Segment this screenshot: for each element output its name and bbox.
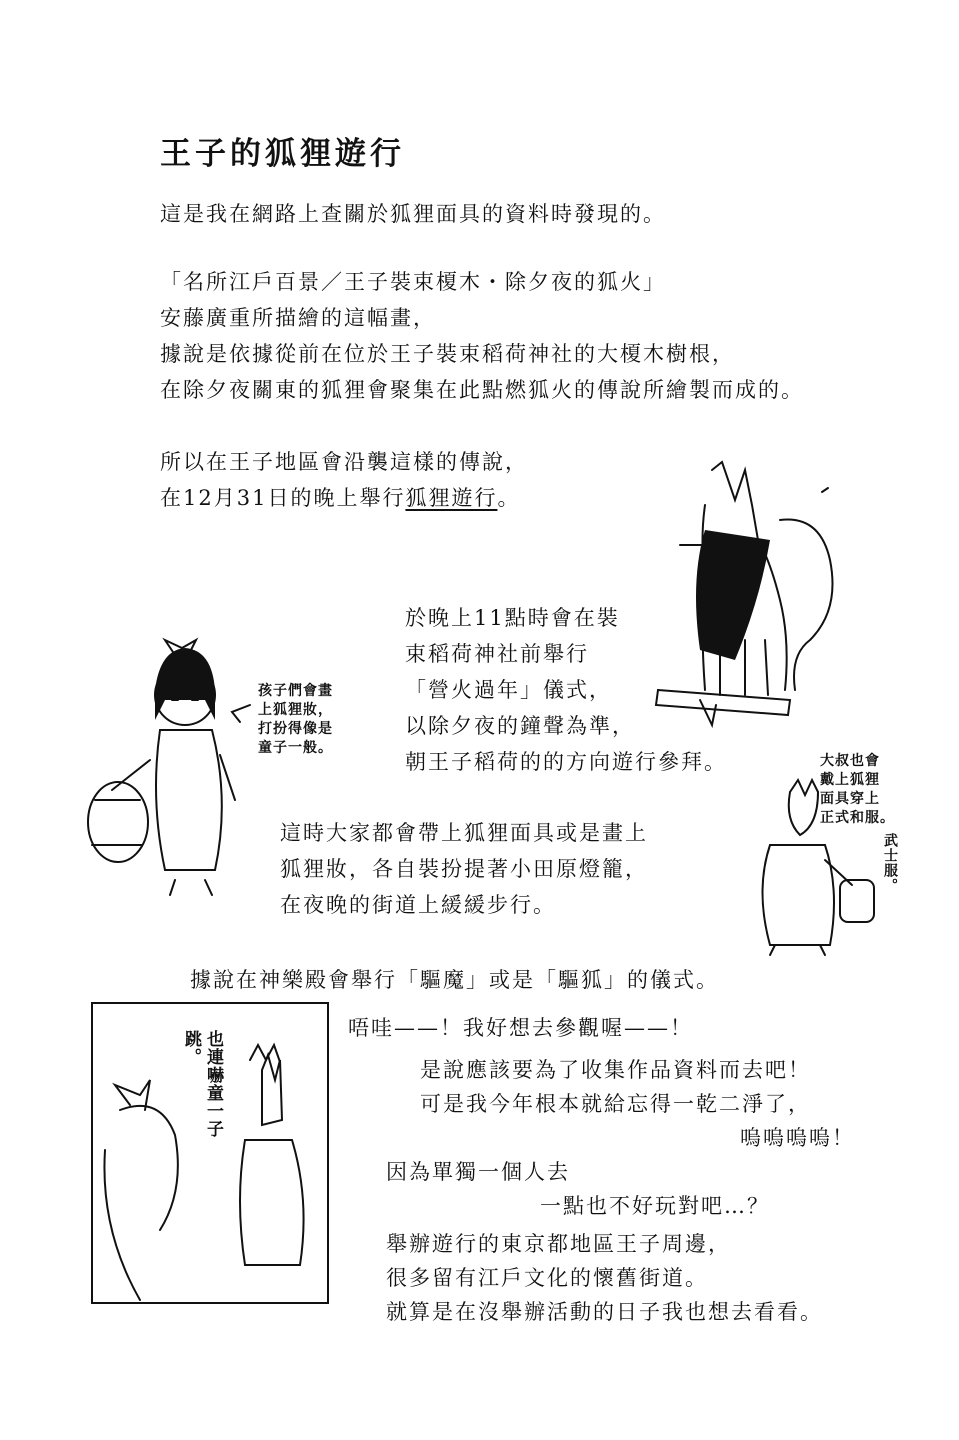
comic-line-area-1: 舉辦遊行的東京都地區王子周邊， bbox=[386, 1232, 731, 1256]
uncle-note-line-4: 正式和服。 bbox=[820, 810, 895, 826]
parade-line-2-suffix: 。 bbox=[497, 486, 521, 510]
comic-line-alone-2: 一點也不好玩對吧…？ bbox=[540, 1194, 770, 1218]
uncle-note-line-1: 大叔也會 bbox=[820, 753, 880, 769]
ceremony-line-2: 束稻荷神社前舉行 bbox=[405, 642, 589, 666]
comic-line-should-1: 是說應該要為了收集作品資料而去吧！ bbox=[420, 1058, 811, 1082]
fox-statue-illustration bbox=[656, 462, 833, 725]
painting-line-1: 「名所江戶百景／王子裝束榎木・除夕夜的狐火」 bbox=[160, 270, 666, 294]
painting-line-4: 在除夕夜關東的狐狸會聚集在此點燃狐火的傳說所繪製而成的。 bbox=[160, 378, 804, 402]
comic-line-should-2: 可是我今年根本就給忘得一乾二淨了， bbox=[420, 1092, 811, 1116]
ceremony-line-3: 「營火過年」儀式， bbox=[405, 678, 612, 702]
girl-hair-shape bbox=[155, 648, 215, 720]
parade-line-2 bbox=[160, 480, 520, 516]
comic-line-alone-1: 因為單獨一個人去 bbox=[386, 1160, 570, 1184]
masks-line-3: 在夜晚的街道上緩緩步行。 bbox=[280, 893, 556, 917]
comic-line-area-2: 很多留有江戶文化的懷舊街道。 bbox=[386, 1266, 708, 1290]
comic-line-cry: 嗚嗚嗚嗚！ bbox=[740, 1126, 855, 1150]
fox-bib-shape bbox=[696, 530, 770, 660]
exorcism-text: 據說在神樂殿會舉行「驅魔」或是「驅狐」的儀式。 bbox=[190, 968, 719, 992]
intro-text: 這是我在網路上查關於狐狸面具的資料時發現的。 bbox=[160, 202, 666, 226]
children-note-line-2: 上狐狸妝， bbox=[258, 702, 333, 718]
painting-line-3: 據說是依據從前在位於王子裝束稻荷神社的大榎木樹根， bbox=[160, 342, 735, 366]
uncle-note-line-5: 武士服。 bbox=[882, 833, 898, 893]
girl-with-lantern-illustration bbox=[88, 640, 250, 895]
children-note-line-3: 打扮得像是 bbox=[258, 721, 333, 737]
children-note-line-1: 孩子們會畫 bbox=[258, 683, 333, 699]
comic-scared-text: 也連嚇童一子跳。 bbox=[181, 1030, 223, 1138]
children-note-line-4: 童子一般。 bbox=[258, 740, 333, 756]
page-title: 王子的狐狸遊行 bbox=[160, 136, 405, 172]
ceremony-line-1: 於晚上11點時會在裝 bbox=[405, 606, 620, 630]
parade-line-2-prefix: 在12月31日的晚上舉行 bbox=[160, 486, 406, 510]
comic-line-wow: 唔哇——！我好想去參觀喔——！ bbox=[348, 1016, 693, 1040]
uncle-note-line-2: 戴上狐狸 bbox=[820, 772, 880, 788]
fox-parade-term: 狐狸遊行 bbox=[405, 486, 498, 510]
masks-line-2: 狐狸妝，各自裝扮提著小田原燈籠， bbox=[280, 857, 648, 881]
painting-line-2: 安藤廣重所描繪的這幅畫， bbox=[160, 306, 436, 330]
uncle-note-line-3: 面具穿上 bbox=[820, 791, 880, 807]
ceremony-line-5: 朝王子稻荷的的方向遊行參拜。 bbox=[405, 750, 727, 774]
parade-line-1: 所以在王子地區會沿襲這樣的傳說， bbox=[160, 450, 528, 474]
masks-line-1: 這時大家都會帶上狐狸面具或是畫上 bbox=[280, 821, 648, 845]
comic-line-area-3: 就算是在沒舉辦活動的日子我也想去看看。 bbox=[386, 1300, 823, 1324]
ceremony-line-4: 以除夕夜的鐘聲為準， bbox=[405, 714, 635, 738]
